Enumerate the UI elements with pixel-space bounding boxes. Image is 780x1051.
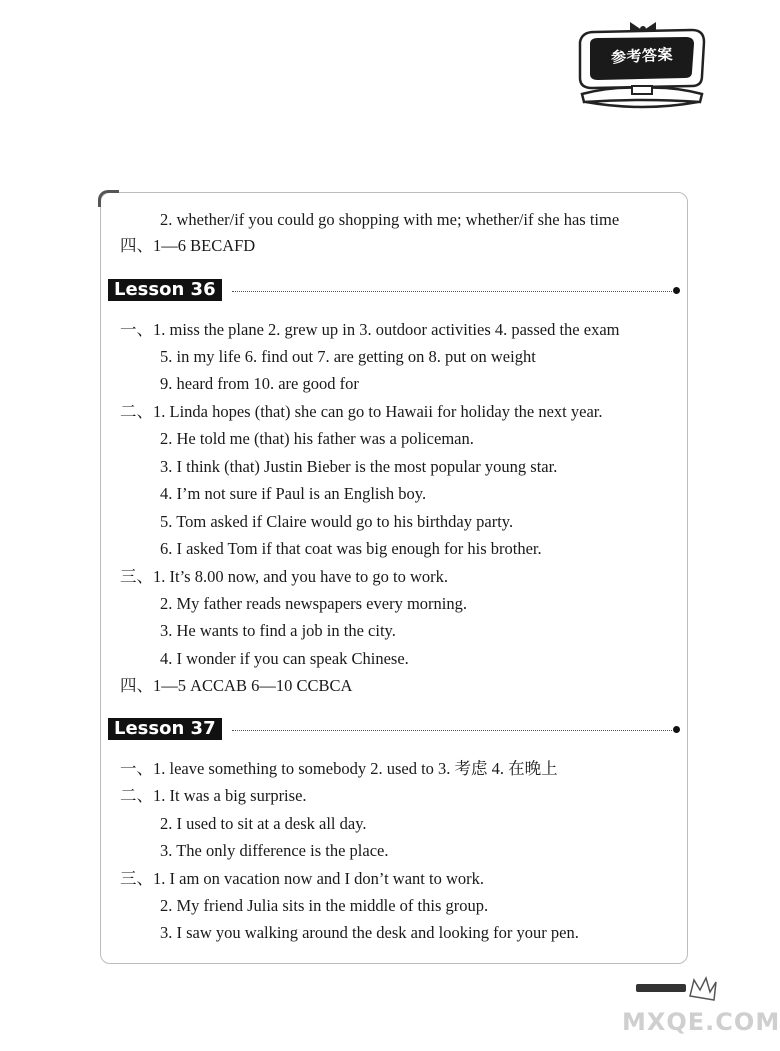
bullet-dot (673, 287, 680, 294)
answer-line: 一、1. miss the plane 2. grew up in 3. outdoor activities 4. passed the exam (120, 320, 620, 339)
answer-line: 2. My friend Julia sits in the middle of this group. (160, 896, 489, 915)
answer-line: 5. Tom asked if Claire would go to his birthday party. (160, 512, 514, 531)
frame-corner-mark (98, 190, 119, 207)
answer-line: 2. He told me (that) his father was a policeman. (160, 429, 474, 448)
answer-line: 三、1. I am on vacation now and I don’t want to work. (120, 869, 484, 888)
lesson-title: Lesson 36 (108, 279, 222, 301)
answer-line: 6. I asked Tom if that coat was big enough for his brother. (160, 539, 542, 558)
answer-line: 3. I think (that) Justin Bieber is the most popular young star. (160, 457, 558, 476)
badge-label: 参考答案 (610, 45, 674, 67)
answer-line: 二、1. It was a big surprise. (120, 786, 307, 805)
answer-line: 3. He wants to find a job in the city. (160, 621, 396, 640)
answer-line: 3. I saw you walking around the desk and looking for your pen. (160, 923, 579, 942)
answer-line: 四、1—5 ACCAB 6—10 CCBCA (120, 676, 353, 695)
answer-line: 9. heard from 10. are good for (160, 374, 359, 393)
answer-line: 2. whether/if you could go shopping with me; whether/if she has time (160, 210, 620, 229)
answer-line: 5. in my life 6. find out 7. are getting on 8. put on weight (160, 347, 536, 366)
lesson-37-header (108, 718, 680, 740)
answer-line: 4. I’m not sure if Paul is an English boy. (160, 484, 427, 503)
answer-line: 四、1—6 BECAFD (120, 236, 256, 255)
dotted-rule (232, 291, 672, 292)
answer-line: 2. I used to sit at a desk all day. (160, 814, 367, 833)
answer-key-badge (572, 14, 712, 114)
bullet-dot (673, 726, 680, 733)
answer-line: 三、1. It’s 8.00 now, and you have to go to work. (120, 567, 448, 586)
site-watermark: MXQE.COM (622, 1008, 780, 1036)
lesson-36-header (108, 279, 680, 301)
answer-line: 2. My father reads newspapers every morning. (160, 594, 467, 613)
answer-line: 二、1. Linda hopes (that) she can go to Hawaii for holiday the next year. (120, 402, 603, 421)
crown-icon (600, 970, 720, 1010)
answer-line: 一、1. leave something to somebody 2. used to 3. 考虑 4. 在晚上 (120, 759, 558, 778)
answer-line: 3. The only difference is the place. (160, 841, 389, 860)
dotted-rule (232, 730, 672, 731)
lesson-title: Lesson 37 (108, 718, 222, 740)
answer-line: 4. I wonder if you can speak Chinese. (160, 649, 409, 668)
